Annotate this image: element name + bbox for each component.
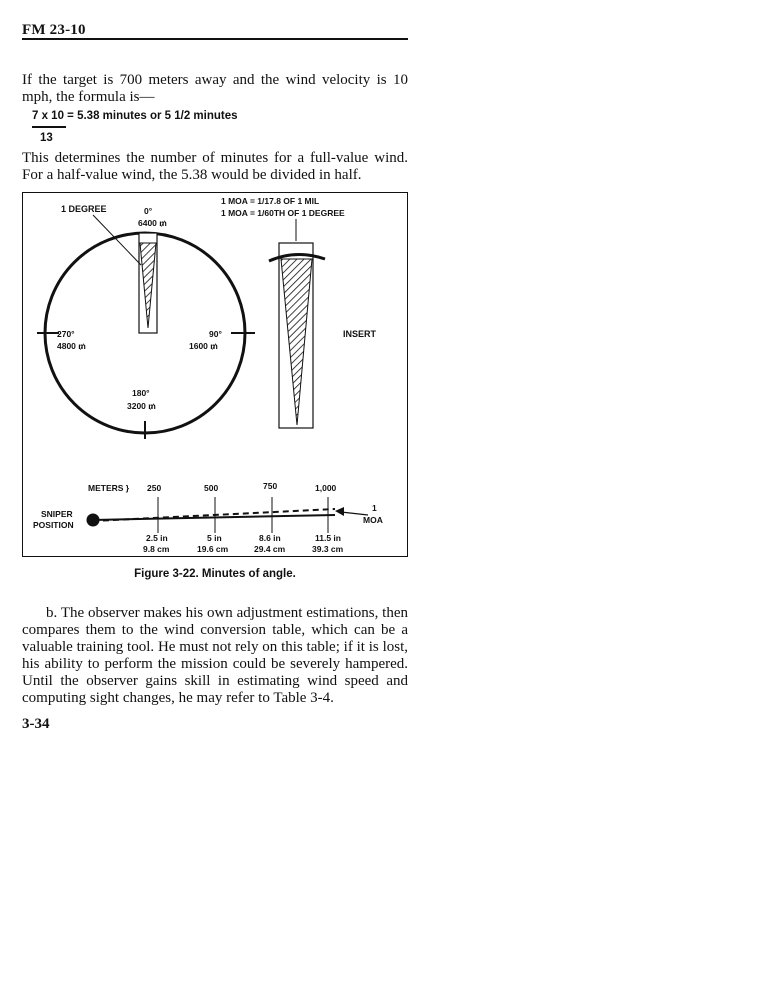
label-mil0: 6400 ₥ [138,218,167,228]
label-deg90: 90° [209,329,222,339]
label-in-250: 2.5 in [146,533,168,543]
figure-caption: Figure 3-22. Minutes of angle. [134,568,296,580]
label-meters-1000: 1,000 [315,483,337,493]
label-in-1000: 11.5 in [315,533,341,543]
formula-numerator-rule [32,126,66,128]
label-mil180: 3200 ₥ [127,401,156,411]
paragraph-b: b. The observer makes his own adjustment estimations, then compares them to the wind conversion table, which can be a valuable training tool. He must not rely on this table; if it is lost, his ability to perform the mission could be severely hampered. Until the observer gains skill in estimating wind speed and computing sight changes, he may refer to Table 3-4. [22,605,408,706]
label-moa: MOA [363,515,383,525]
label-sniper: SNIPER [41,509,73,519]
label-cm-750: 29.4 cm [254,544,286,554]
label-1-degree: 1 DEGREE [61,204,107,214]
label-mil270: 4800 ₥ [57,341,86,351]
label-deg270: 270° [57,329,75,339]
label-cm-250: 9.8 cm [143,544,170,554]
label-in-500: 5 in [207,533,222,543]
label-meters-250: 250 [147,483,162,493]
label-cm-500: 19.6 cm [197,544,229,554]
page-number: 3-34 [22,716,50,732]
label-meters: METERS } [88,483,130,493]
label-mil90: 1600 ₥ [189,341,218,351]
formula-expression: 7 x 10 = 5.38 minutes or 5 1/2 minutes [32,110,238,122]
label-moa-one: 1 [372,503,377,513]
label-meters-750: 750 [263,481,278,491]
label-moa-mil: 1 MOA = 1/17.8 OF 1 MIL [221,196,320,206]
label-insert: INSERT [343,329,377,339]
label-cm-1000: 39.3 cm [312,544,344,554]
label-deg0: 0° [144,206,153,216]
running-header: FM 23-10 [22,22,86,38]
figure-minutes-of-angle [22,192,408,557]
one-degree-pointer [93,215,141,265]
formula-denominator: 13 [40,132,53,144]
header-rule [22,38,408,40]
moa-arrowhead [335,507,344,516]
label-meters-500: 500 [204,483,219,493]
intro-paragraph: If the target is 700 meters away and the wind velocity is 10 mph, the formula is— [22,72,408,105]
label-moa-degree: 1 MOA = 1/60TH OF 1 DEGREE [221,208,345,218]
moa-diagram [23,193,406,555]
full-value-paragraph: This determines the number of minutes for a full-value wind. For a half-value wind, the 5.38 would be divided in half. [22,150,408,183]
label-position: POSITION [33,520,74,530]
label-in-750: 8.6 in [259,533,281,543]
label-deg180: 180° [132,388,150,398]
